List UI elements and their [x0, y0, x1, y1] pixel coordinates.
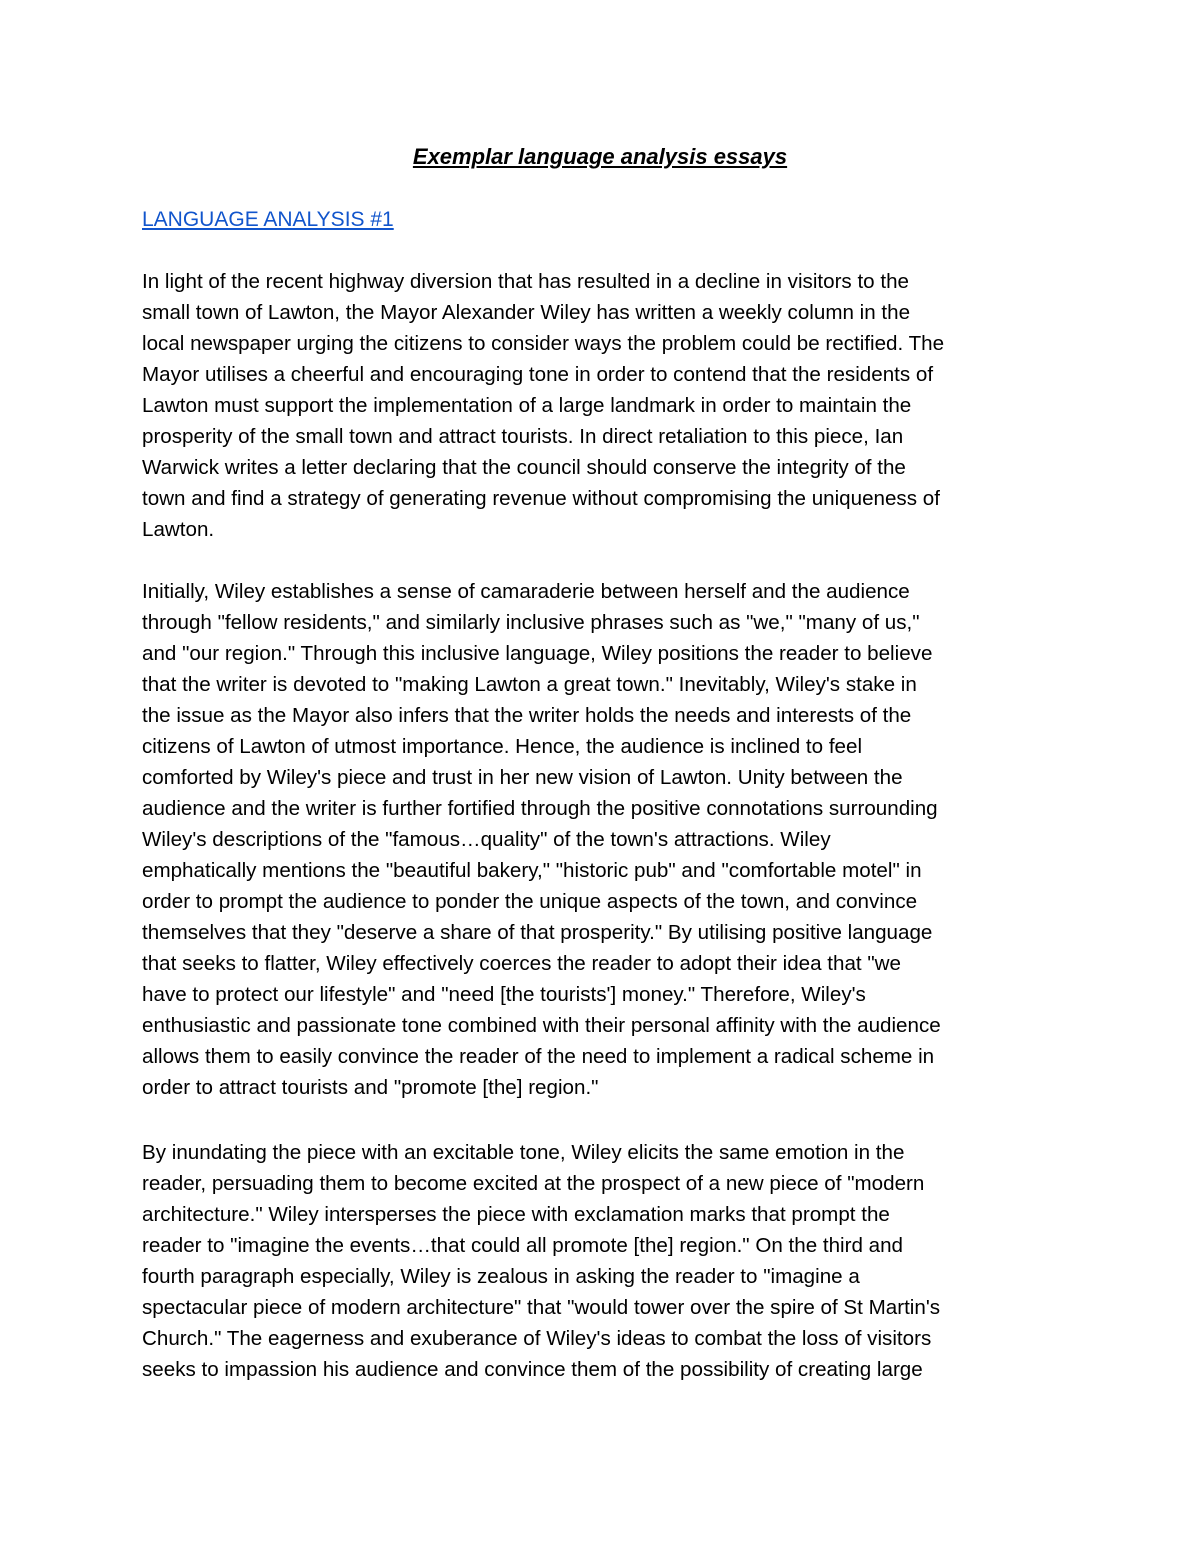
- text-line: architecture." Wiley intersperses the piece with exclamation marks that prompt the: [142, 1203, 890, 1226]
- text-line: citizens of Lawton of utmost importance. Hence, the audience is inclined to feel: [142, 735, 863, 758]
- text-line: audience and the writer is further fortified through the positive connotations surrounding: [142, 797, 938, 820]
- text-line: Initially, Wiley establishes a sense of camaraderie between herself and the audience: [142, 580, 910, 603]
- text-line: small town of Lawton, the Mayor Alexander Wiley has written a weekly column in the: [142, 301, 911, 324]
- text-line: spectacular piece of modern architecture" that "would tower over the spire of St Martin's: [142, 1296, 941, 1319]
- text-line: In light of the recent highway diversion that has resulted in a decline in visitors to the: [142, 270, 909, 293]
- text-line: town and find a strategy of generating revenue without compromising the uniqueness of: [142, 487, 940, 510]
- text-line: order to attract tourists and "promote [the] region.": [142, 1076, 599, 1099]
- text-line: that the writer is devoted to "making Lawton a great town." Inevitably, Wiley's stake in: [142, 673, 917, 696]
- text-line: local newspaper urging the citizens to consider ways the problem could be rectified. The: [142, 332, 945, 355]
- text-line: through "fellow residents," and similarly inclusive phrases such as "we," "many of us,": [142, 611, 920, 634]
- text-line: comforted by Wiley's piece and trust in her new vision of Lawton. Unity between the: [142, 766, 903, 789]
- text-line: emphatically mentions the "beautiful bakery," "historic pub" and "comfortable motel" in: [142, 859, 922, 882]
- language-analysis-1-link[interactable]: LANGUAGE ANALYSIS #1: [142, 208, 394, 231]
- text-line: enthusiastic and passionate tone combined with their personal affinity with the audience: [142, 1014, 941, 1037]
- text-line: seeks to impassion his audience and convince them of the possibility of creating large: [142, 1358, 923, 1381]
- page-title: Exemplar language analysis essays: [412, 144, 788, 169]
- text-line: allows them to easily convince the reader of the need to implement a radical scheme in: [142, 1045, 935, 1068]
- text-line: themselves that they "deserve a share of that prosperity." By utilising positive language: [142, 921, 933, 944]
- text-line: Church." The eagerness and exuberance of Wiley's ideas to combat the loss of visitors: [142, 1327, 932, 1350]
- text-line: reader, persuading them to become excited at the prospect of a new piece of "modern: [142, 1172, 925, 1195]
- text-line: Warwick writes a letter declaring that the council should conserve the integrity of the: [142, 456, 906, 479]
- text-line: prosperity of the small town and attract tourists. In direct retaliation to this piece, Ian: [142, 425, 904, 448]
- text-line: the issue as the Mayor also infers that the writer holds the needs and interests of the: [142, 704, 912, 727]
- text-line: Lawton must support the implementation of a large landmark in order to maintain the: [142, 394, 912, 417]
- text-line: reader to "imagine the events…that could all promote [the] region." On the third and: [142, 1234, 904, 1257]
- text-line: Wiley's descriptions of the "famous…quality" of the town's attractions. Wiley: [142, 828, 831, 851]
- text-line: that seeks to flatter, Wiley effectively coerces the reader to adopt their idea that "we: [142, 952, 902, 975]
- text-line: By inundating the piece with an excitable tone, Wiley elicits the same emotion in the: [142, 1141, 905, 1164]
- text-line: fourth paragraph especially, Wiley is zealous in asking the reader to "imagine a: [142, 1265, 860, 1288]
- text-line: have to protect our lifestyle" and "need [the tourists'] money." Therefore, Wiley's: [142, 983, 866, 1006]
- text-line: order to prompt the audience to ponder the unique aspects of the town, and convince: [142, 890, 918, 913]
- paragraph-3: [142, 1137, 1072, 1385]
- text-line: Lawton.: [142, 518, 215, 541]
- text-line: and "our region." Through this inclusive language, Wiley positions the reader to believe: [142, 642, 933, 665]
- paragraph-1: [142, 266, 1072, 545]
- text-line: Mayor utilises a cheerful and encouraging tone in order to contend that the residents of: [142, 363, 934, 386]
- paragraph-2: [142, 576, 1072, 1103]
